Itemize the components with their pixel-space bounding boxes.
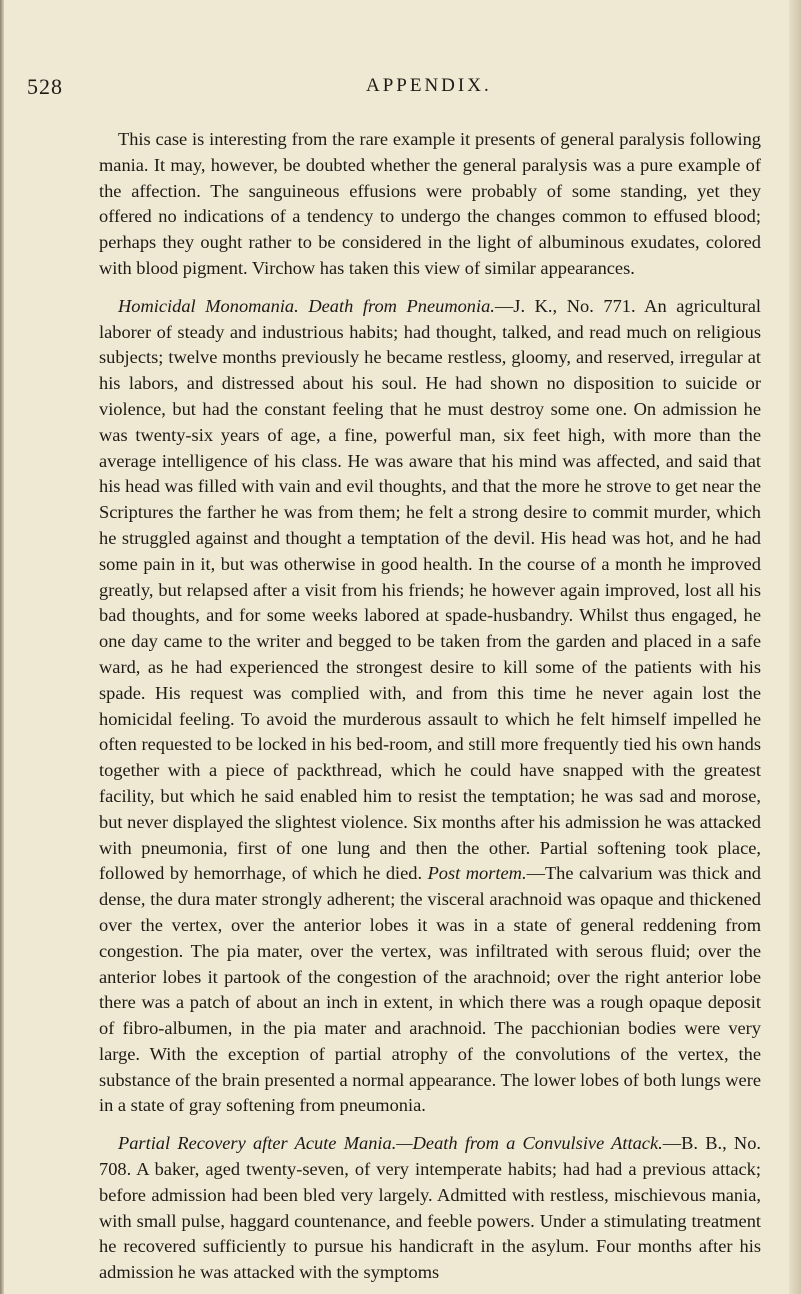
page-edge [789, 0, 801, 1294]
paragraph-text: —The calvarium was thick and dense, the dura mater strongly adherent; the visceral arachnoid was opaque and thickened over the vertex, over the anterior lobes it was in a state of general reddening from congestion. The pia mater, over the vertex, was infiltrated with serous fluid; over the anterior lobes it partook of the congestion of the arachnoid; over the right anterior lobe there was a patch of about an inch in extent, in which there was a rough opaque deposit of fibro-albumen, in the pia mater and arachnoid. The pacchionian bodies were very large. With the exception of partial atrophy of the convolutions of the vertex, the substance of the brain presented a normal appearance. The lower lobes of both lungs were in a state of gray softening from pneumonia. [99, 863, 762, 1116]
paragraph [99, 1131, 761, 1286]
section-heading: Partial Recovery after Acute Mania.—Death from a Convulsive Attack. [118, 1133, 663, 1154]
section-heading: Homicidal Monomania. Death from Pneumonia. [118, 295, 495, 316]
page-edge [0, 0, 4, 1294]
paragraph-text: This case is interesting from the rare example it presents of general paralysis following mania. It may, however, be doubted whether the general paralysis was a pure example of the affection. The sanguineous effusions were probably of some standing, yet they offered no indications of a tendency to undergo the changes common to effused blood; perhaps they ought rather to be considered in the light of albuminous exudates, colored with blood pigment. Virchow has taken this view of similar appearances. [99, 129, 761, 278]
paragraph [99, 294, 761, 1120]
paragraph-text: —J. K., No. 771. An agricultural laborer of steady and industrious habits; had thought, talked, and read much on religious subjects; twelve months previously he became restless, gloomy, and reserved, irregular at his labors, and distressed about his soul. He had shown no disposition to suicide or violence, but had the constant feeling that he must destroy some one. On admission he was twenty-six years of age, a fine, powerful man, six feet high, with more than the average intelligence of his class. He was aware that his mind was affected, and said that his head was filled with vain and evil thoughts, and that the more he strove to get near the Scriptures the farther he was from them; he felt a strong desire to commit murder, which he struggled against and thought a temptation of the devil. His head was hot, and he had some pain in it, but was otherwise in good health. In the course of a month he improved greatly, but relapsed after a visit from his friends; he however again improved, lost all his bad thoughts, and for some weeks labored at spade-husbandry. Whilst thus engaged, he one day came to the writer and begged to be taken from the garden and placed in a safe ward, as he had experienced the strongest desire to kill some of the patients with his spade. His request was complied with, and from this time he never again lost the homicidal feeling. To avoid the murderous assault to which he felt himself impelled he often requested to be locked in his bed-room, and still more frequently tied his own hands together with a piece of packthread, which he could have snapped with the greatest facility, but which he said enabled him to resist the temptation; he was sad and morose, but never displayed the slightest violence. Six months after his admission he was attacked with pneumonia, first of one lung and then the other. Partial softening took place, followed by hemorrhage, of which he died. [99, 295, 761, 884]
paragraph [99, 127, 761, 282]
page-number: 528 [27, 74, 63, 99]
paragraph-text: —B. B., No. 708. A baker, aged twenty-seven, of very intemperate habits; had had a previous attack; before admission had been bled very largely. Admitted with restless, mischievous mania, with small pulse, haggard countenance, and feeble powers. Under a stimulating treatment he recovered sufficiently to pursue his handicraft in the asylum. Four months after his admission he was attacked with the symptoms [99, 1133, 761, 1283]
body-text [99, 127, 761, 1286]
running-head: APPENDIX. [366, 75, 492, 96]
section-subheading: Post mortem. [427, 863, 527, 884]
